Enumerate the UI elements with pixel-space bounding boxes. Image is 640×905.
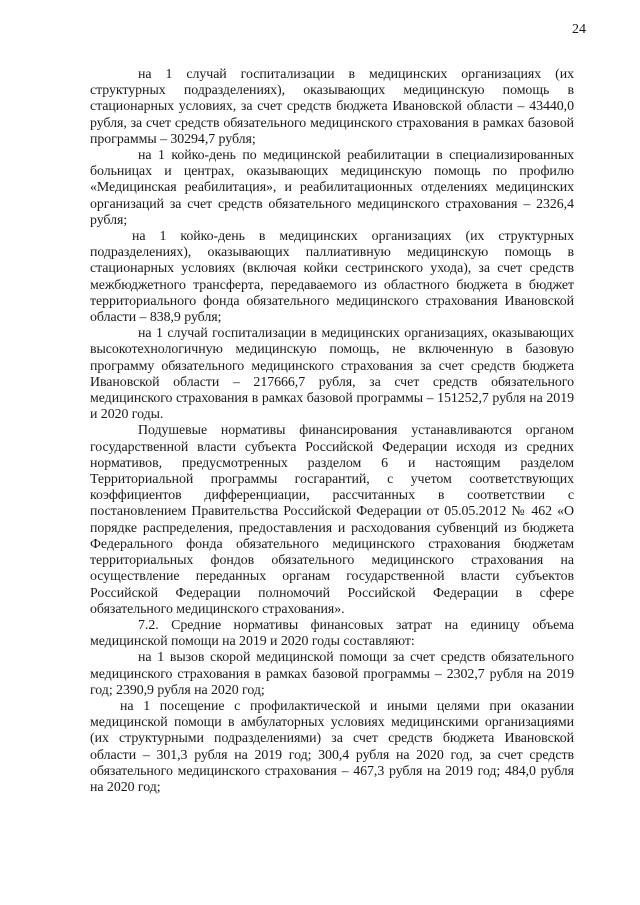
paragraph-high-tech-care: на 1 случай госпитализации в медицинских организациях, оказывающих высокотехнологичную медицинскую помощь, не включенную в базовую программу обязательного медицинского страхования за счет средств бюджета Ивановской области – 217666,7 рубля, за счет средств обязательного медицинского страхования в рамках базовой программы – 151252,7 рубля на 2019 и 2020 годы.	[90, 326, 574, 423]
paragraph-section-7-2: 7.2. Средние нормативы финансовых затрат на единицу объема медицинской помощи на 2019 и 2020 годы составляют:	[90, 617, 574, 650]
paragraph-ambulance-call: на 1 вызов скорой медицинской помощи за счет средств обязательного медицинского страхования в рамках базовой программы – 2302,7 рубля на 2019 год; 2390,9 рубля на 2020 год;	[90, 650, 574, 698]
paragraph-hospitalization-case: на 1 случай госпитализации в медицинских организациях (их структурных подразделениях), оказывающих медицинскую помощь в стационарных условиях, за счет средств бюджета Ивановской области – 43440,0 рубля, за счет средств обязательного медицинского страхования в рамках базовой программы – 30294,7 рубля;	[90, 67, 574, 147]
paragraph-palliative-bed-day: на 1 койко-день в медицинских организациях (их структурных подразделениях), оказывающих паллиативную медицинскую помощь в стационарных условиях (включая койки сестринского ухода), за счет средств межбюджетного трансферта, передаваемого из областного бюджета в бюджет территориального фонда обязательного медицинского страхования Ивановской области – 838,9 рубля;	[90, 229, 574, 326]
document-body	[90, 67, 574, 796]
page-number: 24	[572, 22, 586, 37]
paragraph-rehabilitation-bed-day: на 1 койко-день по медицинской реабилитации в специализированных больницах и центрах, оказывающих медицинскую помощь по профилю «Медицинская реабилитация», и реабилитационных отделениях медицинских организаций за счет средств обязательного медицинского страхования – 2326,4 рубля;	[90, 148, 574, 228]
paragraph-outpatient-visit: на 1 посещение с профилактической и иными целями при оказании медицинской помощи в амбулаторных условиях медицинскими организациями (их структурными подразделениями) за счет средств бюджета Ивановской области – 301,3 рубля на 2019 год; 300,4 рубля на 2020 год, за счет средств обязательного медицинского страхования – 467,3 рубля на 2019 год; 484,0 рубля на 2020 год;	[90, 698, 574, 795]
paragraph-per-capita-standards: Подушевые нормативы финансирования устанавливаются органом государственной власти субъекта Российской Федерации исходя из средних нормативов, предусмотренных разделом 6 и настоящим разделом Территориальной программы госгарантий, с учетом соответствующих коэффициентов дифференциации, рассчитанных в соответствии с постановлением Правительства Российской Федерации от 05.05.2012 № 462 «О порядке распределения, предоставления и расходования субвенций из бюджета Федерального фонда обязательного медицинского страхования бюджетам территориальных фондов обязательного медицинского страхования на осуществление переданных органам государственной власти субъектов Российской Федерации полномочий Российской Федерации в сфере обязательного медицинского страхования».	[90, 423, 574, 617]
